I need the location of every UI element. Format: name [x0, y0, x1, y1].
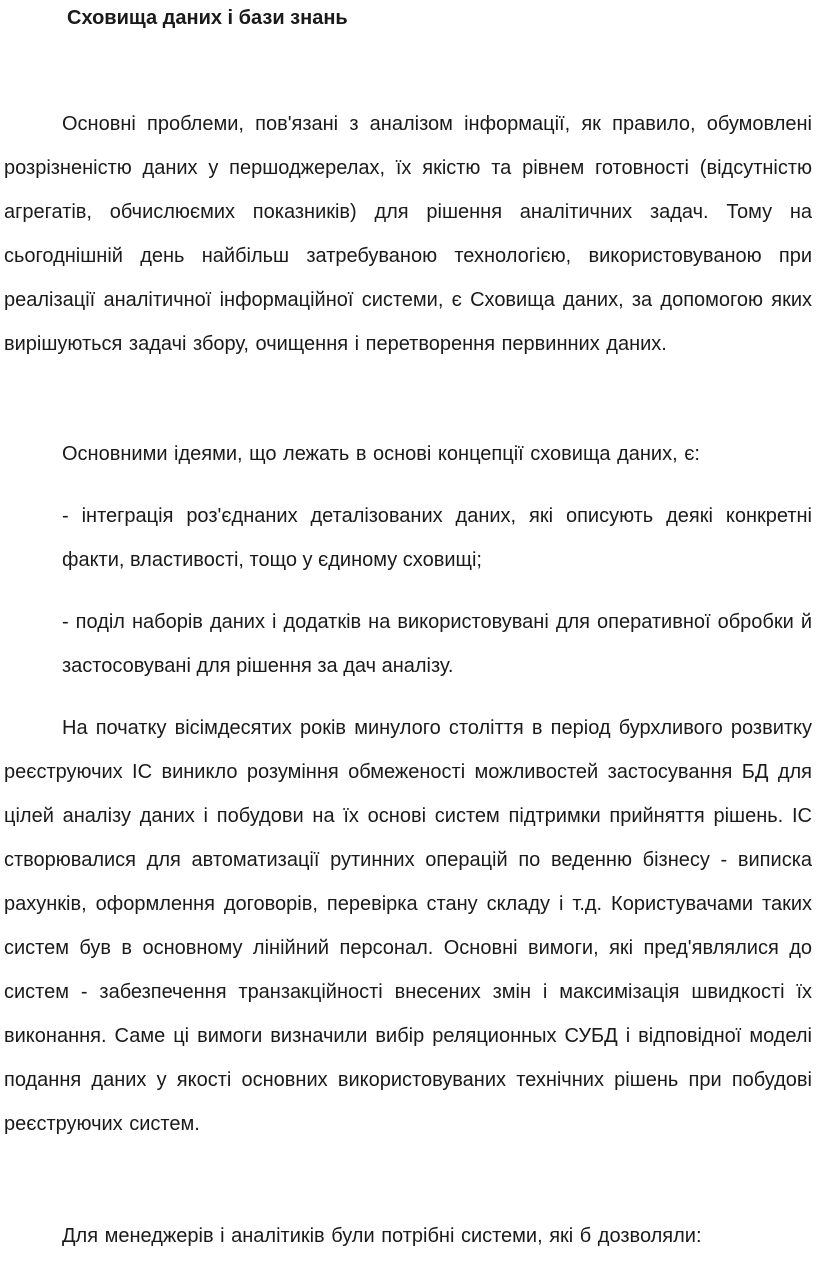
paragraph-problems: Основні проблеми, пов'язані з аналізом інформації, як правило, обумовлені розрізненістю даних у першоджерелах, їх якістю та рівнем готовності (відсутністю агрегатів, обчислюємих показників) для рішення аналітичних задач. Тому на сьогоднішній день найбільш затребуваною технологією, використовуваною при реалізації аналітичної інформаційної системи, є Сховища даних, за допомогою яких вирішуються задачі збору, очищення і перетворення первинних даних. — [4, 113, 812, 355]
paragraph-main-ideas: Основними ідеями, що лежать в основі концепції сховища даних, є: — [62, 443, 700, 465]
list-item-separation: - поділ наборів даних і додатків на використовувані для оперативної обробки й застосовувані для рішення за дач аналізу. — [62, 611, 812, 677]
paragraph-managers: Для менеджерів і аналітиків були потрібні системи, які б дозволяли: — [62, 1225, 702, 1247]
document-title: Сховища даних і бази знань — [67, 7, 348, 29]
list-item-integration: - інтеграція роз'єднаних деталізованих даних, які описують деякі конкретні факти, властивості, тощо у єдиному сховищі; — [62, 505, 812, 571]
paragraph-history: На початку вісімдесятих років минулого століття в період бурхливого розвитку реєструючих ІС виникло розуміння обмеженості можливостей застосування БД для цілей аналізу даних і побудови на їх основі систем підтримки прийняття рішень. ІС створювалися для автоматизації рутинних операцій по веденню бізнесу - виписка рахунків, оформлення договорів, перевірка стану складу і т.д. Користувачами таких систем був в основному лінійний персонал. Основні вимоги, які пред'являлися до систем - забезпечення транзакційності внесених змін і максимізація швидкості їх виконання. Саме ці вимоги визначили вибір реляционных СУБД і відповідної моделі подання даних у якості основних використовуваних технічних рішень при побудові реєструючих систем. — [4, 717, 812, 1135]
